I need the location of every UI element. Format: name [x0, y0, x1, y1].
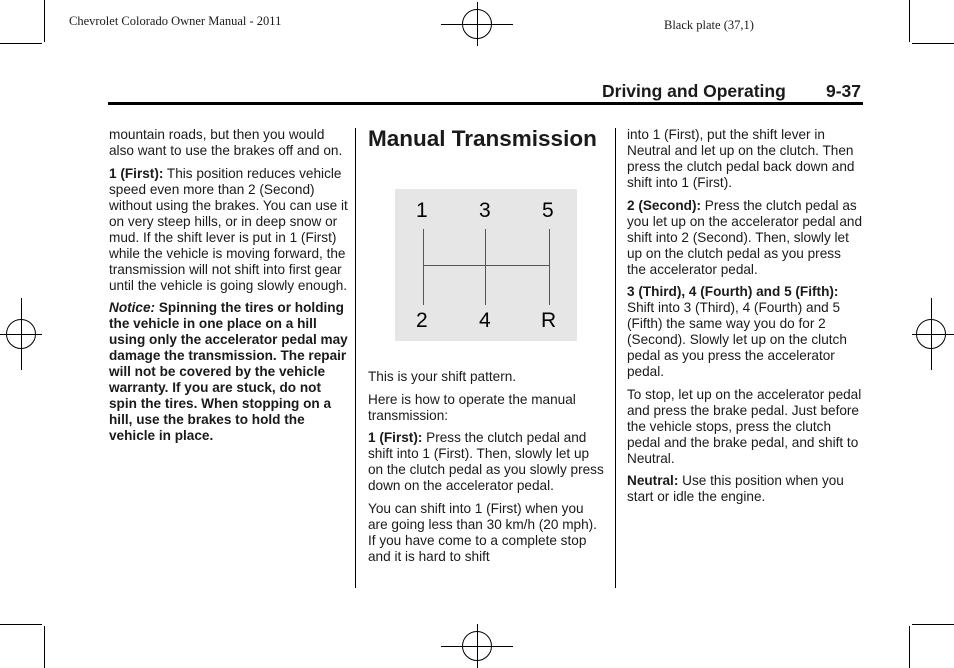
notice-label: Notice: [109, 300, 156, 315]
column-divider-2 [615, 128, 616, 588]
neutral-text: Use this position when you start or idle the engine. [627, 473, 844, 504]
second-gear-label: 2 (Second): [627, 197, 702, 213]
first-gear-paragraph [368, 430, 604, 494]
shift-pattern-horizontal-line [423, 265, 550, 266]
higher-gears-paragraph [627, 284, 863, 380]
first-gear-label: 1 (First): [368, 430, 423, 445]
header-rule [108, 102, 863, 105]
paragraph: Here is how to operate the manual transmission: [368, 391, 576, 423]
neutral-label: Neutral: [627, 473, 679, 488]
second-gear-paragraph [627, 198, 863, 278]
gear-label-5: 5 [542, 199, 554, 222]
paragraph: into 1 (First), put the shift lever in Neutral and let up on the clutch. Then press the clutch pedal back down and shift into 1 (First). [627, 127, 855, 190]
shift-pattern-line-5-r [549, 229, 550, 305]
gear-label-r: R [541, 309, 557, 332]
left-column [109, 127, 349, 451]
paragraph: You can shift into 1 (First) when you are going less than 30 km/h (20 mph). If you have come to a complete stop and it is hard to shift [368, 500, 597, 564]
plate-label: Black plate (37,1) [664, 18, 754, 32]
manual-title: Chevrolet Colorado Owner Manual - 2011 [69, 14, 282, 28]
first-gear-text: Press the clutch pedal and shift into 1 (First). Then, slowly let up on the clutch pedal as you slowly press down on the accelerator pedal. [368, 430, 604, 493]
higher-gears-text: Shift into 3 (Third), 4 (Fourth) and 5 (Fifth) the same way you do for 2 (Second). Slowly let up on the clutch pedal as you press the accelerator pedal. [627, 300, 847, 379]
shift-pattern-diagram [395, 189, 577, 341]
neutral-paragraph [627, 473, 863, 505]
section-heading: Manual Transmission [368, 126, 597, 151]
higher-gears-label: 3 (Third), 4 (Fourth) and 5 (Fifth): [627, 284, 839, 299]
paragraph: This is your shift pattern. [368, 369, 517, 384]
notice-paragraph [109, 300, 349, 444]
middle-column [368, 369, 604, 571]
first-gear-text: This position reduces vehicle speed even more than 2 (Second) without using the brakes. You can use it on very steep hills, or in deep snow or mud. If the shift lever is put in 1 (First) while the vehicle is moving forward, the transmission will not shift into first gear until the vehicle is going slowly enough. [109, 165, 348, 293]
shift-pattern-line-1-2 [423, 229, 424, 305]
paragraph: To stop, let up on the accelerator pedal and press the brake pedal. Just before the vehicle stops, press the clutch pedal and the brake pedal, and shift to Neutral. [627, 386, 862, 466]
paragraph: mountain roads, but then you would also want to use the brakes off and on. [109, 127, 343, 158]
first-gear-paragraph [109, 166, 349, 294]
notice-text: Spinning the tires or holding the vehicle in one place on a hill using only the accelerator pedal may damage the transmission. The repair will not be covered by the vehicle warranty. If you are stuck, do not spin the tires. When stopping on a hill, use the brakes to hold the vehicle in place. [109, 300, 348, 443]
page-number: 9-37 [826, 81, 862, 101]
gear-label-3: 3 [479, 199, 491, 222]
shift-pattern-line-3-4 [485, 229, 486, 305]
gear-label-1: 1 [416, 199, 428, 222]
gear-label-4: 4 [479, 309, 491, 332]
gear-label-2: 2 [416, 309, 428, 332]
second-gear-text: Press the clutch pedal as you let up on the accelerator pedal and shift into 2 (Second). Then, slowly let up on the clutch pedal as you press the accelerator pedal. [627, 197, 863, 277]
first-gear-label: 1 (First): [109, 165, 164, 181]
column-divider-1 [355, 128, 356, 588]
right-column [627, 127, 863, 512]
section-title: Driving and Operating [602, 81, 786, 101]
